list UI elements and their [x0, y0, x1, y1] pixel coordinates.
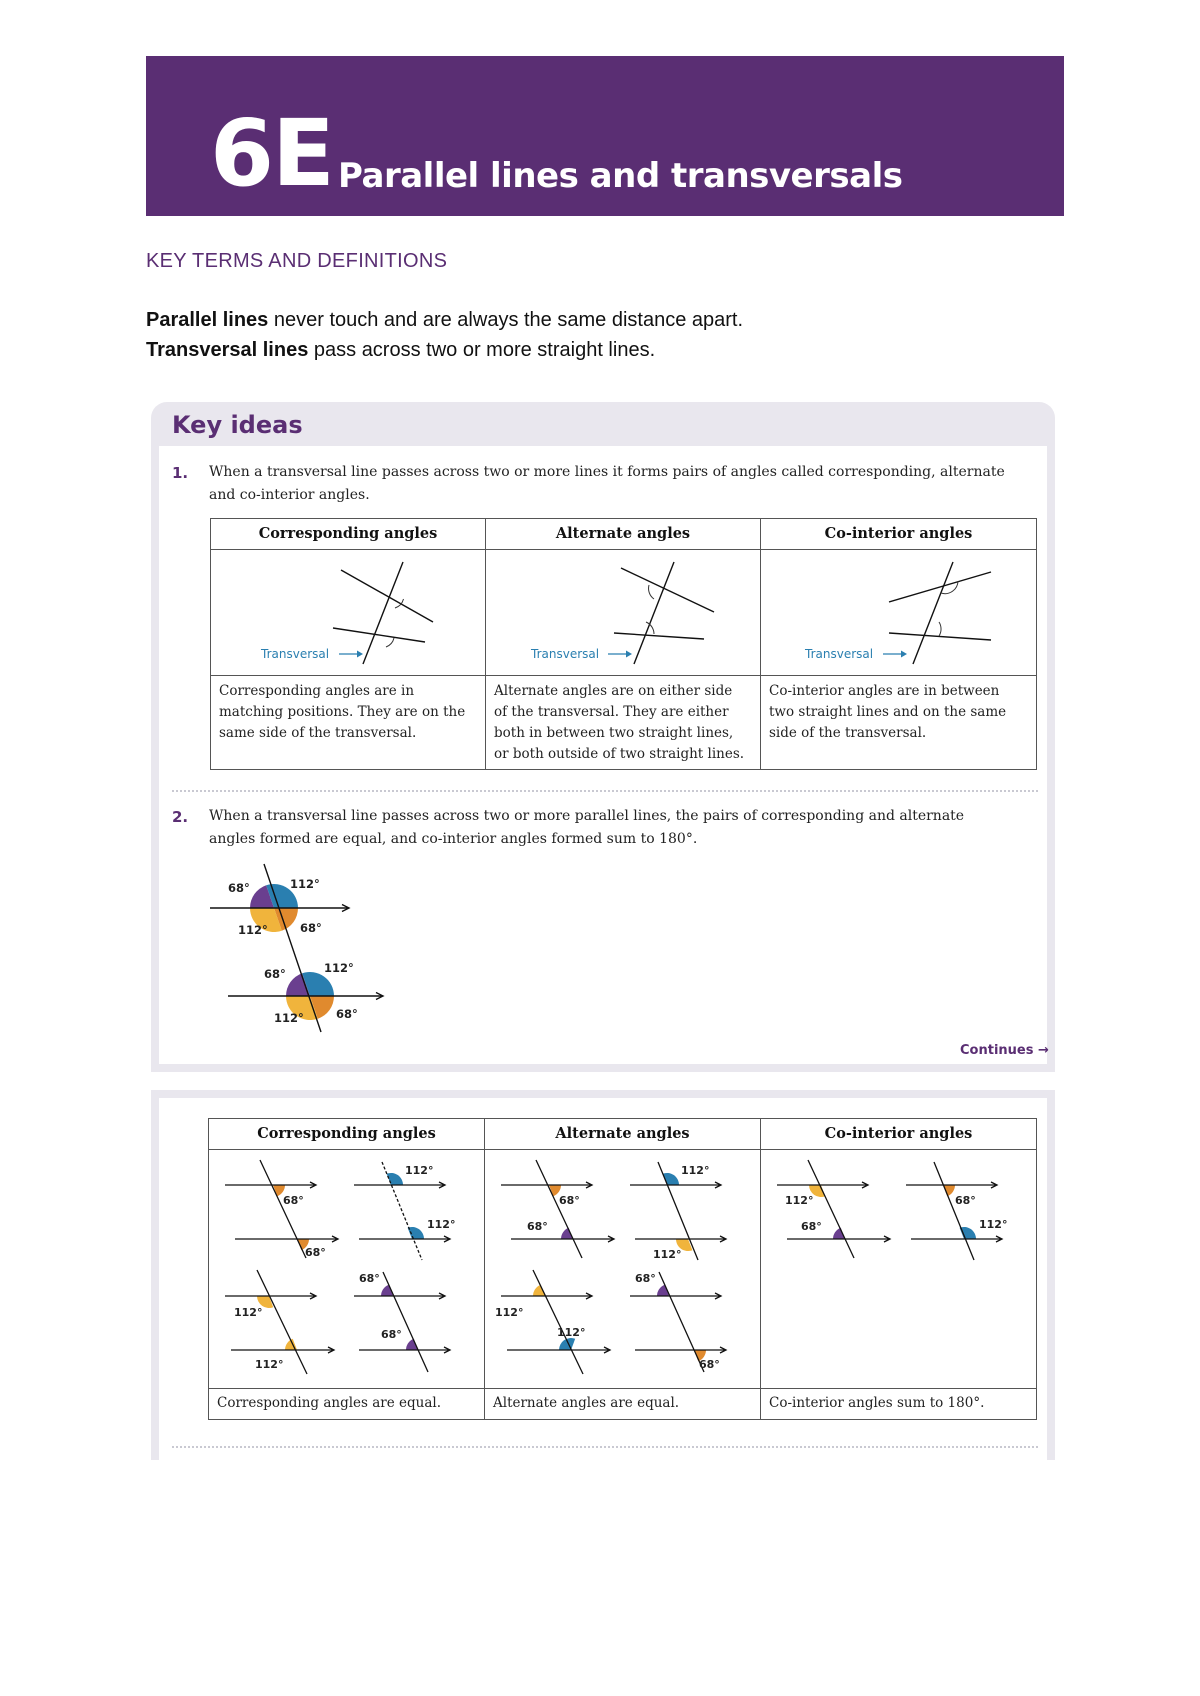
angle-label-68: 68° — [264, 967, 286, 981]
alternate-angles-examples — [485, 1150, 761, 1388]
angle-label-112: 112° — [290, 877, 320, 891]
angle-label-112: 112° — [234, 1306, 263, 1319]
desc-line: Corresponding angles are in — [219, 683, 415, 699]
angle-label-112: 112° — [427, 1218, 456, 1231]
desc-line: matching positions. They are on the — [219, 704, 466, 720]
definition-text: never touch and are always the same distance apart. — [268, 309, 744, 331]
term-parallel-lines: Parallel lines — [146, 309, 269, 331]
angle-label-68: 68° — [801, 1220, 822, 1233]
angle-label-68: 68° — [635, 1272, 656, 1285]
angle-label-112: 112° — [255, 1358, 284, 1371]
continues-link[interactable]: Continues → — [960, 1043, 1049, 1058]
transversal-label: Transversal — [261, 647, 330, 661]
corresponding-angles-diagram — [211, 550, 486, 675]
co-interior-diagrams-cell — [761, 1150, 1037, 1389]
desc-line: Co-interior angles are in between — [769, 683, 1000, 699]
alternate-example-4 — [630, 1272, 726, 1372]
idea-number-2: 2. — [172, 808, 189, 826]
corresponding-example-3 — [225, 1270, 334, 1374]
angle-label-112: 112° — [405, 1164, 434, 1177]
desc-line: two straight lines and on the same — [769, 704, 1007, 720]
definition-parallel-lines — [146, 308, 743, 332]
corresponding-example-4 — [354, 1272, 450, 1372]
footer-co-interior: Co-interior angles sum to 180°. — [761, 1389, 1037, 1420]
desc-corresponding — [211, 676, 486, 770]
transversal-label: Transversal — [805, 647, 874, 661]
diagram-cell-corresponding — [211, 550, 486, 676]
angle-rules-table — [208, 1118, 1037, 1420]
co-interior-example-1 — [777, 1160, 890, 1258]
angle-label-68: 68° — [283, 1194, 304, 1207]
desc-line: same side of the transversal. — [219, 725, 417, 741]
idea-1-line-2: and co-interior angles. — [209, 487, 370, 503]
header-co-interior: Co-interior angles — [761, 519, 1037, 550]
alternate-example-1 — [501, 1160, 614, 1258]
key-ideas-title: Key ideas — [172, 411, 303, 439]
chapter-code: 6E — [210, 100, 333, 207]
desc-line: side of the transversal. — [769, 725, 927, 741]
co-interior-angles-diagram — [761, 550, 1037, 675]
desc-alternate — [486, 676, 761, 770]
diagram-cell-alternate — [486, 550, 761, 676]
chapter-banner — [146, 56, 1064, 216]
angle-label-112: 112° — [557, 1326, 586, 1339]
angle-label-68: 68° — [527, 1220, 548, 1233]
desc-line: Alternate angles are on either side — [494, 683, 733, 699]
angle-types-table — [210, 518, 1037, 770]
chapter-title: Parallel lines and transversals — [338, 156, 903, 196]
angle-label-68: 68° — [300, 921, 322, 935]
angle-label-112: 112° — [238, 923, 268, 937]
angle-label-68: 68° — [381, 1328, 402, 1341]
header-corresponding: Corresponding angles — [209, 1119, 485, 1150]
corresponding-example-1 — [225, 1160, 338, 1259]
angle-label-68: 68° — [228, 881, 250, 895]
co-interior-angles-examples — [761, 1150, 1037, 1388]
alternate-example-2 — [630, 1162, 726, 1261]
angle-label-68: 68° — [559, 1194, 580, 1207]
desc-line: of the transversal. They are either — [494, 704, 729, 720]
corresponding-angles-examples — [209, 1150, 485, 1388]
definition-transversal-lines — [146, 338, 655, 362]
co-interior-example-2 — [906, 1162, 1007, 1260]
corresponding-diagrams-cell — [209, 1150, 485, 1389]
angle-label-68: 68° — [699, 1358, 720, 1371]
angle-label-112: 112° — [324, 961, 354, 975]
angle-label-112: 112° — [274, 1011, 304, 1025]
idea-2-line-1: When a transversal line passes across two or more parallel lines, the pairs of corresponding and alternate — [209, 808, 965, 824]
footer-corresponding: Corresponding angles are equal. — [209, 1389, 485, 1420]
alternate-example-3 — [495, 1270, 610, 1374]
header-alternate: Alternate angles — [485, 1119, 761, 1150]
angle-label-112: 112° — [681, 1164, 710, 1177]
angle-label-68: 68° — [955, 1194, 976, 1207]
transversal-label: Transversal — [531, 647, 600, 661]
diagram-cell-co-interior — [761, 550, 1037, 676]
idea-number-1: 1. — [172, 464, 189, 482]
section-separator — [172, 790, 1038, 792]
angle-label-68: 68° — [305, 1246, 326, 1259]
header-corresponding: Corresponding angles — [211, 519, 486, 550]
idea-1-line-1: When a transversal line passes across two or more lines it forms pairs of angles called corresponding, alternate — [209, 464, 1005, 480]
idea-2-text — [209, 805, 1029, 851]
desc-co-interior — [761, 676, 1037, 770]
angle-label-112: 112° — [495, 1306, 524, 1319]
definition-text: pass across two or more straight lines. — [308, 339, 656, 361]
desc-line: or both outside of two straight lines. — [494, 746, 745, 762]
section-separator — [172, 1446, 1038, 1448]
alternate-diagrams-cell — [485, 1150, 761, 1389]
angle-label-112: 112° — [979, 1218, 1008, 1231]
alternate-angles-diagram — [486, 550, 761, 675]
angle-label-68: 68° — [336, 1007, 358, 1021]
header-alternate: Alternate angles — [486, 519, 761, 550]
footer-alternate: Alternate angles are equal. — [485, 1389, 761, 1420]
angle-label-112: 112° — [653, 1248, 682, 1261]
angle-label-68: 68° — [359, 1272, 380, 1285]
idea-2-line-2: angles formed are equal, and co-interior angles formed sum to 180°. — [209, 831, 698, 847]
idea-1-text — [209, 461, 1029, 507]
corresponding-example-2 — [354, 1162, 455, 1260]
header-co-interior: Co-interior angles — [761, 1119, 1037, 1150]
desc-line: both in between two straight lines, — [494, 725, 734, 741]
parallel-lines-figure — [200, 860, 400, 1040]
key-terms-heading: KEY TERMS AND DEFINITIONS — [146, 250, 448, 272]
term-transversal-lines: Transversal lines — [146, 339, 309, 361]
angle-label-112: 112° — [785, 1194, 814, 1207]
